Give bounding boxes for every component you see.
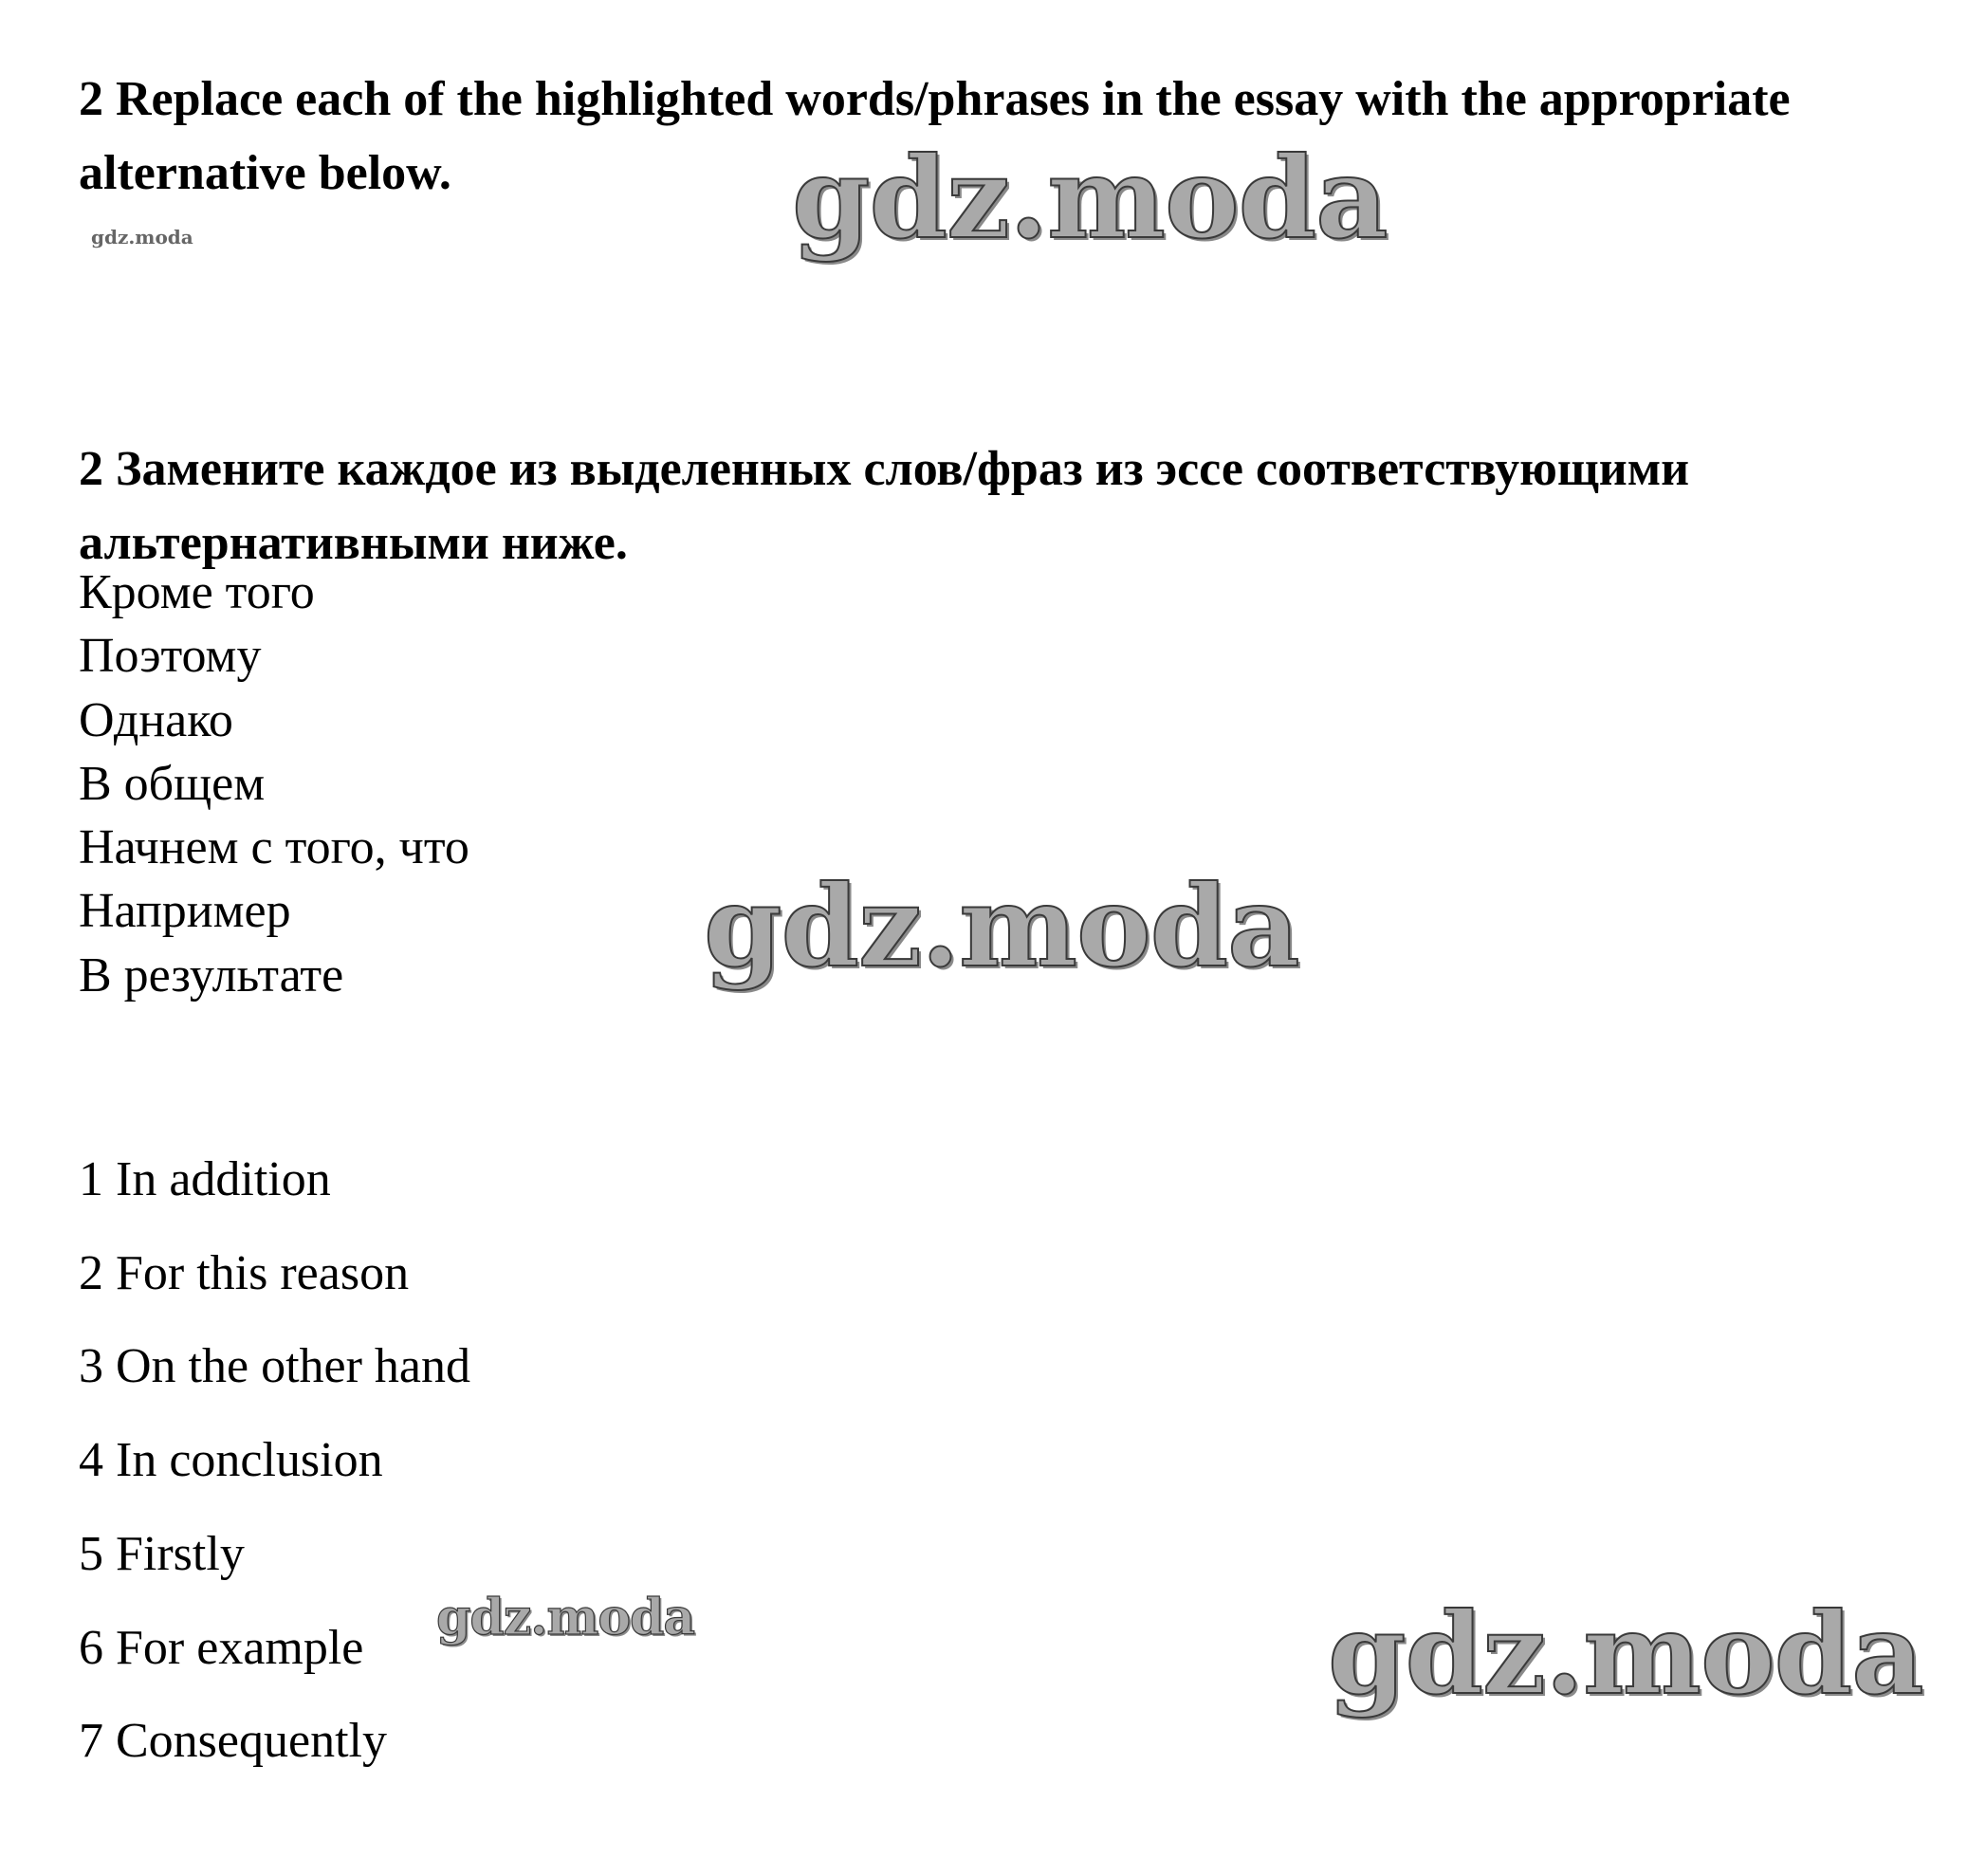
task-heading-english: 2 Replace each of the highlighted words/phrases in the essay with the appropriate alternative below.: [79, 72, 1791, 200]
answer-item: 3 On the other hand: [79, 1339, 471, 1394]
russian-phrase-item: Кроме того: [79, 565, 315, 619]
watermark-logo: gdz.moda: [792, 132, 1388, 264]
watermark-logo: gdz.moda: [1328, 1588, 1923, 1720]
answer-item: 7 Consequently: [79, 1714, 387, 1769]
russian-phrase-item: Поэтому: [79, 629, 262, 684]
answer-item: 1 In addition: [79, 1152, 331, 1206]
russian-phrase-item: В результате: [79, 947, 344, 1002]
watermark-logo: gdz.moda: [704, 860, 1299, 992]
russian-phrase-item: В общем: [79, 756, 266, 811]
answer-item: 4 In conclusion: [79, 1433, 383, 1488]
answer-item: 5 Firstly: [79, 1526, 245, 1581]
russian-phrase-item: Например: [79, 884, 291, 939]
russian-phrase-item: Однако: [79, 692, 233, 747]
russian-phrase-list: [79, 561, 469, 1007]
answer-item: 6 For example: [79, 1620, 364, 1675]
russian-phrase-item: Начнем с того, что: [79, 820, 469, 875]
watermark-logo-medium: gdz.moda: [436, 1589, 695, 1646]
task-heading-russian: 2 Замените каждое из выделенных слов/фраз из эссе соответствующими альтернативными ниже.: [79, 442, 1690, 570]
answer-list: [79, 1133, 470, 1789]
answer-item: 2 For this reason: [79, 1245, 410, 1300]
watermark-logo-small: gdz.moda: [91, 226, 193, 248]
